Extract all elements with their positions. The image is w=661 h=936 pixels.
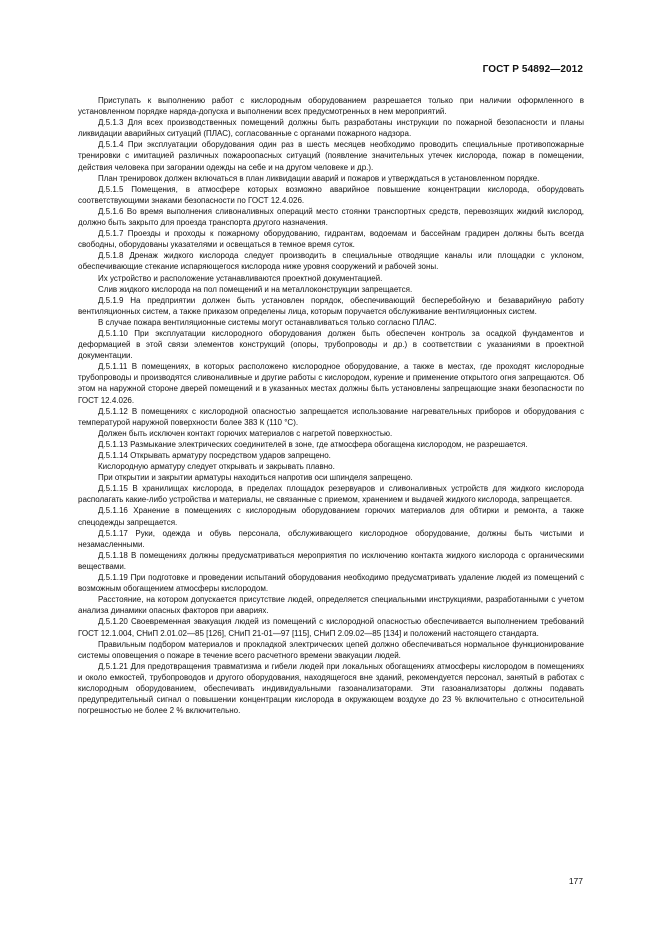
paragraph: Д.5.1.8 Дренаж жидкого кислорода следует производить в специальные отводящие каналы или площадки с уклоном, обеспечивающие стекание испаряющегося кислорода ниже уровня сооружений и рабочей зоны. [78, 251, 584, 272]
paragraph: Д.5.1.15 В хранилищах кислорода, в пределах площадок резервуаров и сливоналивных устройств для жидкого кислорода располагать какие-либо устройства и материалы, не связанные с приемом, хранением и выдачей жидкого кислорода, запрещается. [78, 484, 584, 505]
paragraph: Должен быть исключен контакт горючих материалов с нагретой поверхностью. [98, 428, 393, 438]
paragraph: Д.5.1.6 Во время выполнения сливоналивных операций место стоянки транспортных средств, перевозящих жидкий кислород, должно быть закрыто для проезда транспорта другого назначения. [78, 206, 584, 228]
paragraph: Д.5.1.5 Помещения, в атмосфере которых возможно аварийное повышение концентрации кислорода, оборудовать соответствующими знаками безопасности по ГОСТ 12.4.026. [78, 184, 584, 205]
paragraph: Д.5.1.17 Руки, одежда и обувь персонала, обслуживающего кислородное оборудование, должны быть чистыми и незамасленными. [78, 528, 584, 549]
paragraph: Правильным подбором материалов и прокладкой электрических цепей должно обеспечиваться нормальное функционирование системы оповещения о пожаре в течение всего расчетного времени эвакуации людей. [78, 639, 584, 660]
page-number: 177 [568, 876, 583, 886]
paragraph: Кислородную арматуру следует открывать и закрывать плавно. [98, 462, 335, 472]
paragraph: В случае пожара вентиляционные системы могут останавливаться только согласно ПЛАС. [98, 317, 437, 327]
paragraph: При открытии и закрытии арматуры находиться напротив оси шпинделя запрещено. [98, 473, 413, 483]
paragraph: Д.5.1.11 В помещениях, в которых расположено кислородное оборудование, а также в местах, где проходят кислородные трубопроводы и производятся сливоналивные и другие работы с кислородом, курение и применение открытого огня запрещаются. Об этом на наружной стороне дверей помещений и в указанных местах должны быть установлены запрещающие знаки безопасности по ГОСТ 12.4.026. [78, 362, 584, 405]
document-code-header: ГОСТ Р 54892—2012 [482, 64, 583, 75]
paragraph: Их устройство и расположение устанавливаются проектной документацией. [98, 273, 383, 283]
paragraph: Д.5.1.3 Для всех производственных помещений должны быть разработаны инструкции по пожарной безопасности и планы ликвидации аварийных ситуаций (ПЛАС), согласованные с органами пожарного надзора. [78, 118, 584, 139]
paragraph: Д.5.1.14 Открывать арматуру посредством ударов запрещено. [98, 451, 331, 460]
paragraph: Д.5.1.21 Для предотвращения травматизма и гибели людей при локальных обогащениях атмосферы кислородом в помещениях и около емкостей, трубопроводов и другого оборудования, находящегося вне зданий, рекомендуется персонал, занятый в работах с кислородным оборудованием, обеспечивать индивидуальными газоанализаторами. Эти газоанализаторы должны подавать предупредительный сигнал о повышении концентрации кислорода в окружающем воздухе до 23 % включительно с относительной погрешностью не более 2 % включительно. [78, 661, 584, 716]
paragraph: Д.5.1.4 При эксплуатации оборудования один раз в шесть месяцев необходимо проводить специальные противопожарные тренировки с имитацией различных пожароопасных ситуаций (появление значительных утечек кислорода, пожар в помещении, действия человека при загорании одежды на себе и на другом человеке и др.). [78, 140, 584, 172]
document-body [78, 95, 584, 716]
paragraph: Д.5.1.12 В помещениях с кислородной опасностью запрещается использование нагревательных приборов и оборудования с температурой наружной поверхности более 383 К (110 °С). [78, 406, 584, 427]
paragraph: Д.5.1.19 При подготовке и проведении испытаний оборудования необходимо предусматривать удаление людей из помещений с возможным обогащением атмосферы кислородом. [78, 573, 584, 594]
paragraph: Приступать к выполнению работ с кислородным оборудованием разрешается только при наличии оформленного в установленном порядке наряда-допуска и выполнении всех предусмотренных в нем мероприятий. [78, 96, 584, 117]
paragraph: Д.5.1.20 Своевременная эвакуация людей из помещений с кислородной опасностью обеспечивается выполнением требований ГОСТ 12.1.004, СНиП 2.01.02—85 [126], СНиП 21-01—97 [115], СНиП 2.09.02—85 [134] и положений настоящего стандарта. [78, 617, 584, 638]
paragraph: Д.5.1.13 Размыкание электрических соединителей в зоне, где атмосфера обогащена кислородом, не разрешается. [98, 439, 528, 449]
paragraph: Расстояние, на котором допускается присутствие людей, определяется специальными инструкциями, разработанными с учетом анализа динамики опасных факторов при авариях. [78, 595, 584, 616]
paragraph: Д.5.1.7 Проезды и проходы к пожарному оборудованию, гидрантам, водоемам и бассейнам градирен должны быть всегда свободны, оборудованы указателями и освещаться в темное время суток. [78, 229, 584, 250]
paragraph: План тренировок должен включаться в план ликвидации аварий и пожаров и утверждаться в установленном порядке. [98, 173, 540, 183]
paragraph: Д.5.1.10 При эксплуатации кислородного оборудования должен быть обеспечен контроль за осадкой фундаментов и деформацией в этой связи элементов конструкций (опоры, трубопроводы и др.) в соответствии с указаниями в проектной документации. [78, 328, 584, 361]
paragraph: Д.5.1.9 На предприятии должен быть установлен порядок, обеспечивающий бесперебойную и безаварийную работу вентиляционных систем, а также приказом определены лица, которым поручается обслуживание вентиляционных систем. [78, 295, 584, 316]
paragraph: Д.5.1.16 Хранение в помещениях с кислородным оборудованием горючих материалов для обтирки и ремонта, а также спецодежды запрещается. [78, 506, 584, 527]
paragraph: Д.5.1.18 В помещениях должны предусматриваться мероприятия по исключению контакта жидкого кислорода с органическими веществами. [78, 550, 584, 571]
paragraph: Слив жидкого кислорода на пол помещений и на металлоконструкции запрещается. [98, 284, 413, 294]
